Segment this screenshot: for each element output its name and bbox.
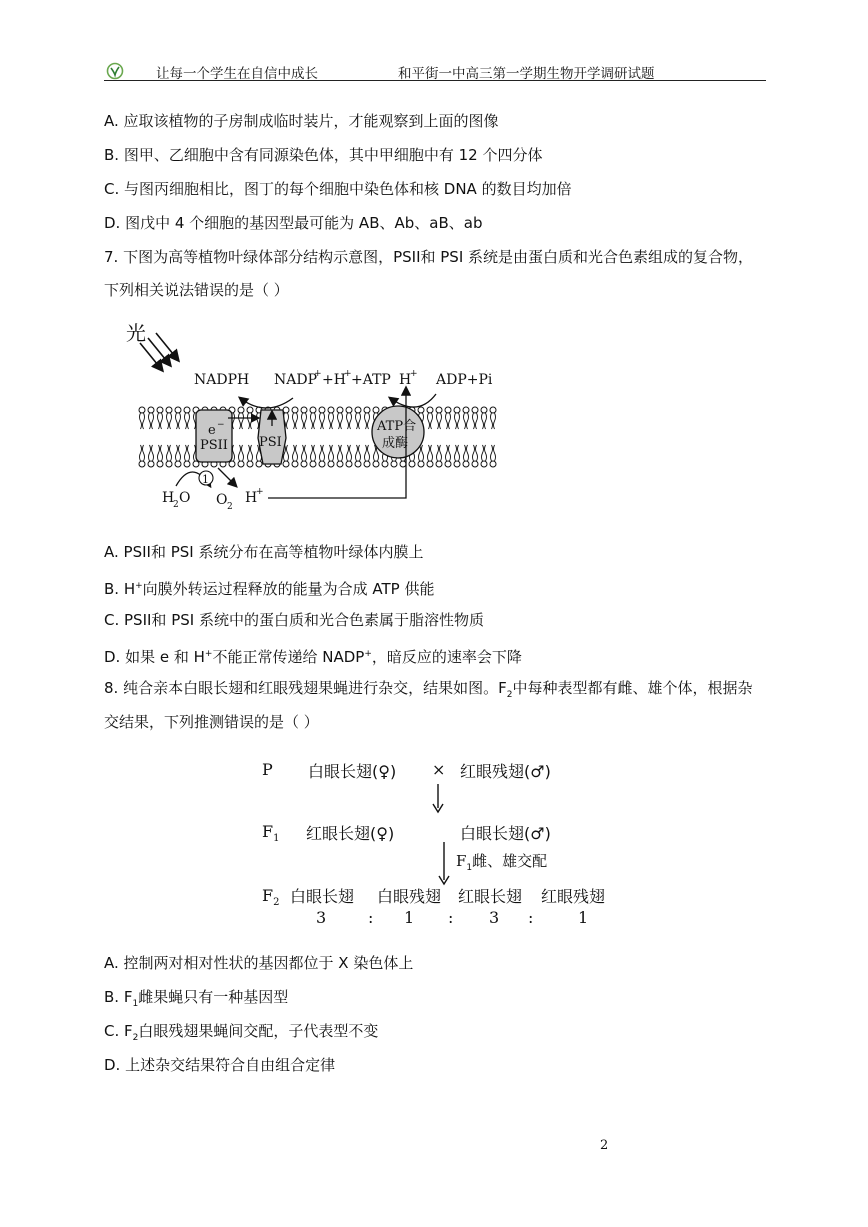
lipid-molecule (175, 445, 181, 467)
lipid-molecule (301, 445, 307, 467)
plus-atp-label: +ATP (351, 372, 391, 388)
p-female: 白眼长翅(♀) (308, 762, 397, 781)
e-label: e (208, 423, 216, 438)
lipid-molecule (184, 445, 190, 467)
o2-o: O (216, 492, 228, 508)
q6-option-c: C. 与图丙细胞相比，图丁的每个细胞中染色体和核 DNA 的数目均加倍 (104, 180, 572, 198)
lipid-molecule (247, 445, 253, 467)
f2-type: 红眼长翅 (458, 887, 523, 906)
h-bottom-sup: + (256, 487, 264, 497)
f2-type: 白眼残翅 (377, 887, 442, 906)
lipid-molecule (175, 407, 181, 429)
atp-arrow (390, 394, 436, 407)
atp-synthase-label-2: 成酶 (382, 436, 409, 451)
h2o-o: O (179, 490, 191, 506)
lipid-molecule (292, 445, 298, 467)
plus-h-sup: + (344, 369, 352, 379)
lipid-molecule (481, 445, 487, 467)
h-bottom: H (245, 490, 258, 506)
ratio-sep: : (448, 908, 454, 927)
ratio-value: 3 (316, 908, 327, 927)
lipid-molecule (157, 445, 163, 467)
lipid-molecule (490, 407, 496, 429)
lipid-molecule (346, 407, 352, 429)
lipid-molecule (445, 445, 451, 467)
q6-option-b: B. 图甲、乙细胞中含有同源染色体，其中甲细胞中有 12 个四分体 (104, 146, 543, 164)
p-to-f1-arrow (430, 782, 446, 814)
lipid-molecule (301, 407, 307, 429)
lipid-molecule (454, 445, 460, 467)
nadp-sup: + (314, 369, 322, 379)
lipid-molecule (310, 445, 316, 467)
q8-stem-line2: 交结果，下列推测错误的是（ ） (104, 713, 319, 731)
lipid-molecule (139, 445, 145, 467)
q8-stem-line1: 8. 纯合亲本白眼长翅和红眼残翅果蝇进行杂交，结果如图。$F_2$中每种表型都有雌、雄个体，根据杂 (104, 679, 753, 700)
cross-symbol: × (432, 760, 446, 779)
lipid-molecule (481, 407, 487, 429)
thylakoid-diagram (118, 318, 518, 518)
f1-mating-label: $F_1$雌、雄交配 (456, 852, 548, 873)
lipid-molecule (364, 445, 370, 467)
lipid-molecule (472, 445, 478, 467)
q8-option-b: B. $F_1$雌果蝇只有一种基因型 (104, 988, 289, 1009)
f2-type: 白眼长翅 (290, 887, 355, 906)
q8-option-d: D. 上述杂交结果符合自由组合定律 (104, 1056, 336, 1074)
lipid-molecule (292, 407, 298, 429)
p-male: 红眼残翅(♂) (460, 762, 551, 781)
lipid-molecule (166, 407, 172, 429)
q7-option-b: B. H+向膜外转运过程释放的能量为合成 ATP 供能 (104, 580, 435, 598)
lipid-molecule (346, 445, 352, 467)
lipid-molecule (472, 407, 478, 429)
header-motto: 让每一个学生在自信中成长 (156, 66, 318, 82)
f2-label: $F_2$ (262, 886, 280, 909)
e-sup: − (217, 420, 225, 430)
p-label: P (262, 760, 273, 779)
q7-option-d: D. 如果 e 和 H+不能正常传递给 NADP+，暗反应的速率会下降 (104, 648, 522, 666)
lipid-molecule (454, 407, 460, 429)
h2o-sub: 2 (173, 500, 179, 510)
h2o-h: H (162, 490, 175, 506)
ratio-sep: : (368, 908, 374, 927)
lipid-molecule (328, 407, 334, 429)
q8-option-c: C. $F_2$白眼残翅果蝇间交配，子代表型不变 (104, 1022, 379, 1043)
lipid-molecule (337, 407, 343, 429)
ratio-sep: : (528, 908, 534, 927)
q6-option-a: A. 应取该植物的子房制成临时装片，才能观察到上面的图像 (104, 112, 499, 130)
lipid-molecule (148, 407, 154, 429)
psi-label: PSI (259, 435, 282, 450)
step-1-label: 1 (202, 473, 209, 486)
lipid-molecule (337, 445, 343, 467)
logo-icon (106, 62, 124, 80)
nadph-arrow (240, 398, 293, 408)
lipid-molecule (328, 445, 334, 467)
lipid-molecule (364, 407, 370, 429)
lipid-molecule (184, 407, 190, 429)
lipid-molecule (355, 445, 361, 467)
f2-type: 红眼残翅 (541, 887, 606, 906)
header-divider (104, 80, 766, 81)
lipid-molecule (166, 445, 172, 467)
h-top-sup: + (410, 369, 418, 379)
light-label: 光 (126, 321, 146, 345)
f1-to-f2-arrow (436, 840, 452, 886)
ratio-value: 1 (404, 908, 415, 927)
plus-h-label: +H (322, 372, 346, 388)
lipid-molecule (319, 445, 325, 467)
o2-sub: 2 (227, 502, 233, 512)
lipid-molecule (310, 407, 316, 429)
lipid-molecule (463, 407, 469, 429)
lipid-molecule (463, 445, 469, 467)
lipid-molecule (436, 445, 442, 467)
q7-stem-line2: 下列相关说法错误的是（ ） (104, 281, 289, 299)
lipid-molecule (445, 407, 451, 429)
nadp-label: NADP (274, 372, 318, 388)
psii-label: PSII (200, 438, 228, 453)
f1-male: 白眼长翅(♂) (460, 824, 551, 843)
lipid-molecule (148, 445, 154, 467)
q6-option-d: D. 图戊中 4 个细胞的基因型最可能为 AB、Ab、aB、ab (104, 214, 483, 232)
lipid-molecule (436, 407, 442, 429)
q7-option-a: A. PSII和 PSI 系统分布在高等植物叶绿体内膜上 (104, 543, 424, 561)
lipid-molecule (157, 407, 163, 429)
lipid-molecule (139, 407, 145, 429)
ratio-value: 3 (489, 908, 500, 927)
lipid-molecule (490, 445, 496, 467)
adp-label: ADP+Pi (436, 372, 493, 388)
q8-option-a: A. 控制两对相对性状的基因都位于 X 染色体上 (104, 954, 414, 972)
school-logo (106, 62, 124, 80)
lipid-molecule (319, 407, 325, 429)
f1-female: 红眼长翅(♀) (306, 824, 395, 843)
lipid-molecule (238, 445, 244, 467)
atp-synthase-label-1: ATP合 (377, 419, 417, 434)
header-exam-title: 和平街一中高三第一学期生物开学调研试题 (398, 66, 655, 82)
lipid-molecule (427, 407, 433, 429)
lipid-molecule (427, 445, 433, 467)
lipid-molecule (355, 407, 361, 429)
page-number: 2 (600, 1138, 609, 1153)
q7-stem-line1: 7. 下图为高等植物叶绿体部分结构示意图，PSII和 PSI 系统是由蛋白质和光合色素组成的复合物， (104, 248, 754, 266)
ratio-value: 1 (578, 908, 589, 927)
thylakoid-membrane (139, 407, 496, 467)
nadph-label: NADPH (194, 372, 250, 388)
q7-option-c: C. PSII和 PSI 系统中的蛋白质和光合色素属于脂溶性物质 (104, 611, 484, 629)
h-top-label: H (399, 372, 412, 388)
f1-label: $F_1$ (262, 822, 280, 845)
